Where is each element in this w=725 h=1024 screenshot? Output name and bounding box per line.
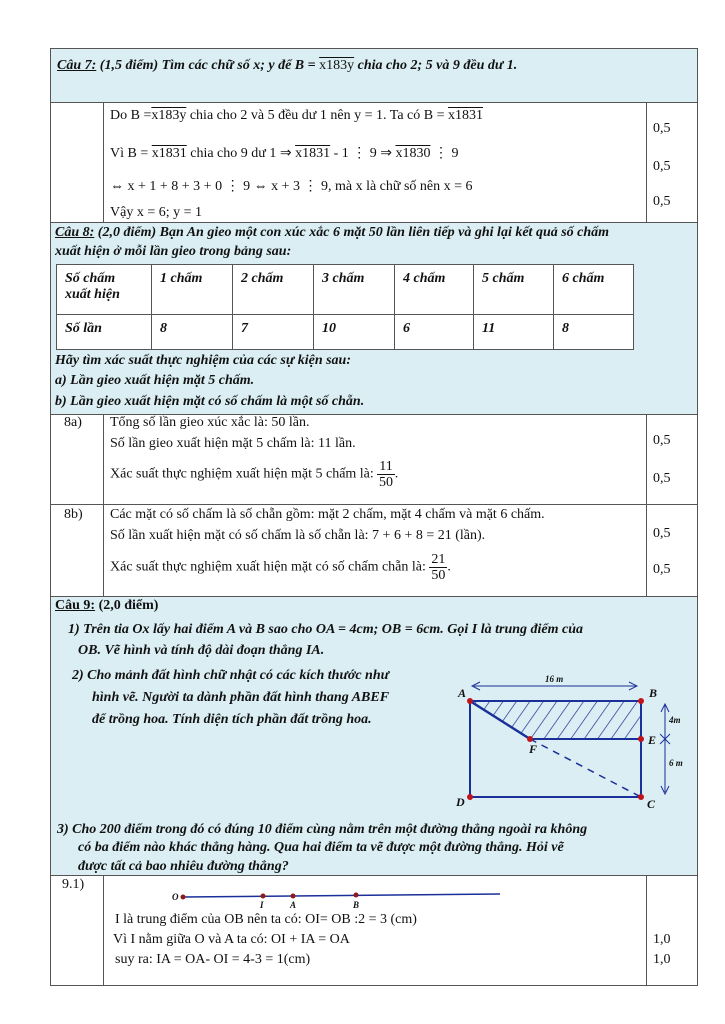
- text: 8: [152, 315, 233, 350]
- q9-part-1-line-2: OB. Vẽ hình và tính độ dài đoạn thẳng IA.: [78, 643, 325, 658]
- q8b-label: 8b): [64, 507, 83, 522]
- text: 1 chấm: [152, 265, 233, 315]
- point-label-c: C: [647, 797, 656, 811]
- q9-part-3-line-3: được tất cả bao nhiêu đường thẳng?: [78, 859, 289, 874]
- text: Xác suất thực nghiệm xuất hiện mặt 5 chấm là:: [110, 466, 378, 482]
- q8-ask: Hãy tìm xác suất thực nghiệm của các sự kiện sau:: [55, 353, 352, 368]
- text: Xác suất thực nghiệm xuất hiện mặt có số chấm chẵn là:: [110, 559, 430, 575]
- q7-number: x183y: [319, 58, 355, 73]
- q8-part-a: a) Lần gieo xuất hiện mặt 5 chấm.: [55, 373, 255, 388]
- text: ⋮ 9: [430, 146, 459, 161]
- point-label-d: D: [456, 795, 465, 809]
- text: Câu 9:: [55, 598, 96, 613]
- text: 8: [554, 315, 634, 350]
- q9-1-line-3: suy ra: IA = OA- OI = 4-3 = 1(cm): [115, 952, 311, 967]
- q8-question-line-2: xuất hiện ở mỗi lần gieo trong bảng sau:: [55, 244, 292, 259]
- q7-line-3: ⇔ x + 1 + 8 + 3 + 0 ⋮ 9 ⇔ x + 3 ⋮ 9, mà x là chữ số nên x = 6: [110, 179, 473, 194]
- text: 7: [233, 315, 314, 350]
- q8a-score-1: 0,5: [653, 433, 671, 448]
- q9-1-line-1: I là trung điểm của OB nên ta có: OI= OB :2 = 3 (cm): [115, 912, 417, 927]
- be-label: 4m: [669, 715, 681, 725]
- q9-part-2-line-2: hình vẽ. Người ta dành phần đất hình thang ABEF: [92, 690, 390, 705]
- text: 3 chấm: [314, 265, 395, 315]
- q9-1-line-2: Vì I nằm giữa O và A ta có: OI + IA = OA: [113, 932, 350, 947]
- point-label-b: B: [649, 686, 658, 700]
- text: chia cho 9 dư 1 ⇒: [186, 146, 296, 161]
- text: 4 chấm: [395, 265, 474, 315]
- q7-score-2: 0,5: [653, 159, 671, 174]
- point-label-a: A: [458, 686, 467, 700]
- text: - 1 ⋮ 9 ⇒: [330, 146, 396, 161]
- q8a-score-2: 0,5: [653, 471, 671, 486]
- q8-part-b: b) Lần gieo xuất hiện mặt có số chấm là một số chẵn.: [55, 394, 365, 409]
- q7-score-1: 0,5: [653, 121, 671, 136]
- q8b-line-1: Các mặt có số chấm là số chẵn gồm: mặt 2 chấm, mặt 4 chấm và mặt 6 chấm.: [110, 507, 545, 522]
- q9-1-score-1: 1,0: [653, 932, 671, 947]
- dashed-diagonal: [530, 739, 641, 797]
- q7-score-3: 0,5: [653, 194, 671, 209]
- text: x1831: [295, 146, 331, 161]
- q7-text: (1,5 điểm) Tìm các chữ số x; y để B =: [96, 58, 320, 73]
- text: 21: [431, 552, 446, 567]
- ray-label-i: I: [260, 900, 264, 910]
- text: x1830: [395, 146, 431, 161]
- text: .: [394, 466, 399, 482]
- q8b-score-1: 0,5: [653, 526, 671, 541]
- point-label-e: E: [648, 733, 657, 747]
- text: (2,0 điểm) Bạn An gieo một con xúc xắc 6 mặt 50 lần liên tiếp và ghi lại kết quả số chấm: [94, 225, 610, 240]
- text: Vì B =: [110, 146, 152, 161]
- text: 11: [474, 315, 554, 350]
- q8a-line-1: Tổng số lần gieo xúc xắc là: 50 lần.: [110, 415, 310, 430]
- text: .: [447, 559, 451, 575]
- q7-label: Câu 7:: [57, 58, 97, 73]
- ray-label-b: B: [353, 900, 360, 910]
- width-label: 16 m: [545, 674, 564, 684]
- q8a-line-2: Số lần gieo xuất hiện mặt 5 chấm là: 11 lần.: [110, 436, 356, 451]
- ray-label-o: O: [172, 892, 179, 902]
- text: 11: [379, 459, 393, 474]
- q9-part-1-line-1: 1) Trên tia Ox lấy hai điểm A và B sao cho OA = 4cm; OB = 6cm. Gọi I là trung điểm của: [68, 622, 584, 637]
- q8b-score-2: 0,5: [653, 562, 671, 577]
- ec-label: 6 m: [669, 758, 683, 768]
- text: 50: [379, 475, 394, 490]
- text: 5 chấm: [474, 265, 554, 315]
- text: Do B =: [110, 108, 152, 123]
- text: chia cho 2 và 5 đều dư 1 nên y = 1. Ta có B =: [186, 108, 448, 123]
- text: Câu 8:: [55, 225, 95, 240]
- text: 50: [431, 568, 446, 583]
- text: (2,0 điểm): [95, 598, 159, 613]
- hatched-trapezoid: [470, 701, 641, 739]
- q9-1-score-2: 1,0: [653, 952, 671, 967]
- text: 2 chấm: [233, 265, 314, 315]
- q9-part-2-line-3: để trồng hoa. Tính diện tích phần đất trồng hoa.: [92, 712, 372, 727]
- q9-part-2-line-1: 2) Cho mảnh đất hình chữ nhật có các kích thước như: [72, 668, 390, 683]
- text: x1831: [447, 108, 483, 123]
- q9-part-3-line-2: có ba điểm nào khác thẳng hàng. Qua hai điểm ta vẽ được một đường thẳng. Hỏi vẽ: [78, 840, 564, 855]
- ray-ox-figure: [160, 886, 510, 910]
- ray-label-a: A: [290, 900, 297, 910]
- text: 6 chấm: [554, 265, 634, 315]
- q7-line-4: Vậy x = 6; y = 1: [110, 205, 203, 220]
- text: x183y: [151, 108, 187, 123]
- q7-tail: chia cho 2; 5 và 9 đều dư 1.: [354, 58, 518, 73]
- text: x1831: [151, 146, 187, 161]
- q8b-line-2: Số lần xuất hiện mặt có số chấm là số chẵn là: 7 + 6 + 8 = 21 (lần).: [110, 528, 486, 543]
- text: Số lần: [57, 315, 152, 350]
- point-label-f: F: [529, 742, 538, 756]
- text: 6: [395, 315, 474, 350]
- text: Số chấm xuất hiện: [57, 265, 152, 315]
- q9-1-label: 9.1): [62, 877, 85, 892]
- q9-part-3-line-1: 3) Cho 200 điểm trong đó có đúng 10 điểm cùng nằm trên một đường thẳng ngoài ra không: [57, 822, 588, 837]
- text: 10: [314, 315, 395, 350]
- q8a-label: 8a): [64, 415, 82, 430]
